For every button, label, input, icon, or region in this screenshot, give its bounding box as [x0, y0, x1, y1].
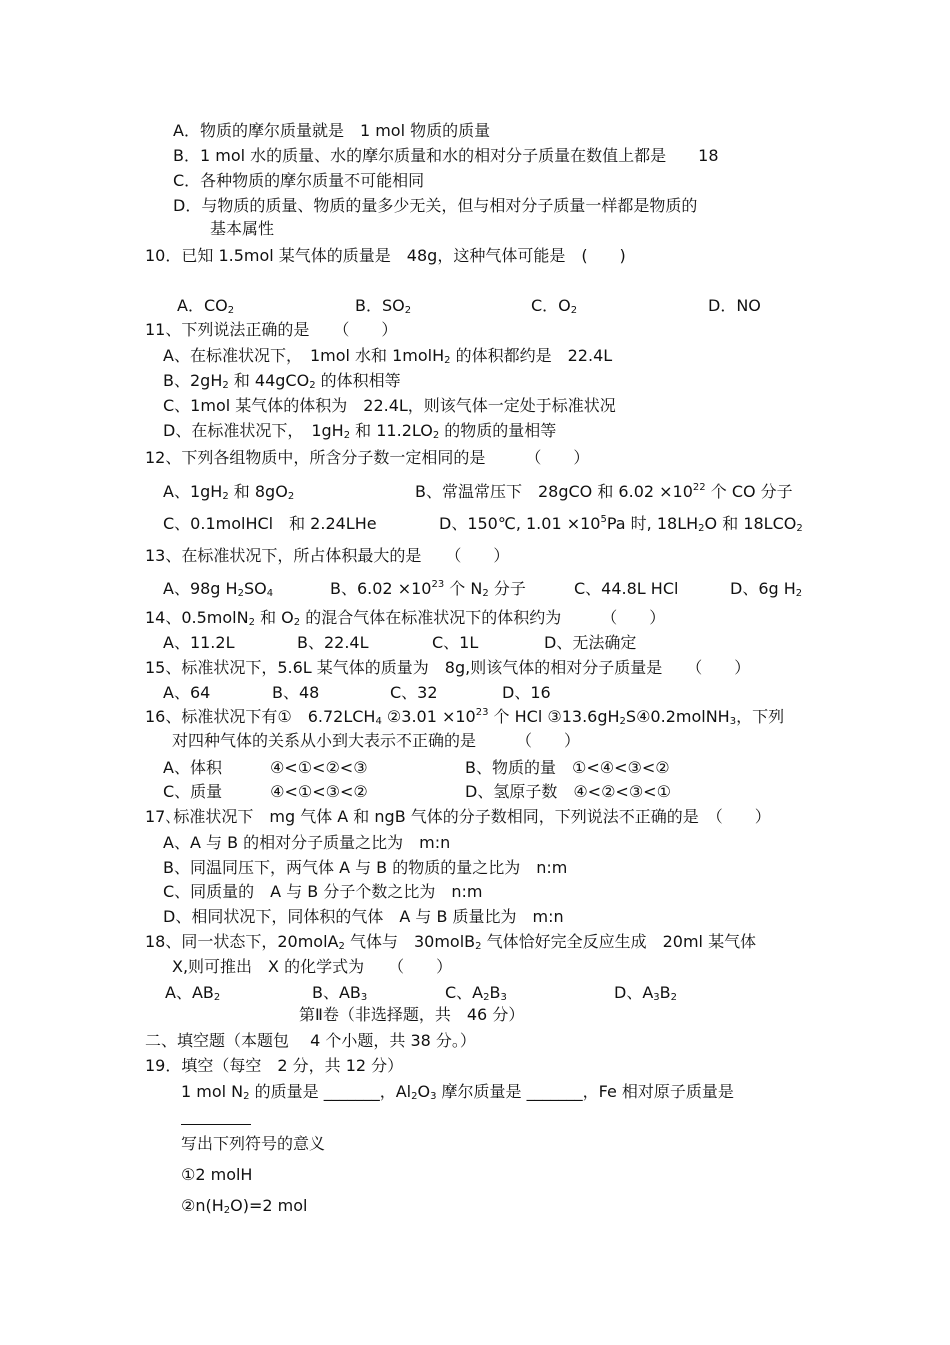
q12-option-b: B、常温常压下 28gCO 和 $6.02 \times 10^{22}$ 个 CO 分子: [415, 482, 793, 501]
q16-stem: 16、标准状况下有① $6.72LCH_4$ ②3.01 $\times 10^{23}$ 个 HCl $③13.6gH_2S④0.2molNH_3$，下列: [145, 707, 785, 727]
q12-option-c: C、0.1molHCl 和 2.24LHe: [163, 514, 377, 533]
q18-option-b: B、$AB_3$: [312, 983, 368, 1003]
q13-stem: 13、在标准状况下，所占体积最大的是 （ ）: [145, 546, 510, 565]
q14-option-d: D、无法确定: [544, 633, 637, 652]
q12-option-d: D、150℃, $1.01 \times 10^5Pa$ 时, $18LH_2O$ 和 $18LCO_2$: [439, 514, 803, 534]
q10-option-c: C．$O_2$: [531, 296, 578, 316]
q14-option-a: A、11.2L: [163, 633, 235, 652]
q18-stem-cont: X,则可推出 X 的化学式为 （ ）: [172, 957, 453, 976]
q16-option-a: A、体积 ④<①<②<③: [163, 758, 368, 777]
q17-stem: 17､标准状况下 mg 气体 A 和 ngB 气体的分子数相同，下列说法不正确的是 （ ）: [145, 807, 771, 826]
section-heading: 二、填空题（本题包 4 个小题，共 38 分。）: [145, 1031, 476, 1050]
q18-option-a: A、$AB_2$: [165, 983, 221, 1003]
q11-option-d: D、在标准状况下， $1gH_2$ 和 $11.2LO_2$ 的物质的量相等: [163, 421, 557, 441]
q16-option-d: D、氢原子数 ④<②<③<①: [465, 782, 671, 801]
q15-option-c: C、32: [390, 683, 438, 702]
q16-option-b: B、物质的量 ①<④<③<②: [465, 758, 670, 777]
q10-option-b: B．$SO_2$: [355, 296, 412, 316]
q10-stem: 10．已知 1.5mol 某气体的质量是 48g，这种气体可能是 ( ): [145, 246, 626, 265]
q19-line2: 写出下列符号的意义: [181, 1134, 326, 1153]
q12-stem: 12、下列各组物质中，所含分子数一定相同的是 （ ）: [145, 448, 590, 467]
q9-option-a: A．物质的摩尔质量就是 1 mol 物质的质量: [173, 121, 491, 140]
q19-line1: 1 mol $N_2$ 的质量是 _______，$Al_2O_3$ 摩尔质量是 _______，Fe 相对原子质量是: [181, 1082, 734, 1102]
q17-option-c: C、同质量的 A 与 B 分子个数之比为 n:m: [163, 882, 483, 901]
q14-stem: 14、0.5molN$_2$ 和 $O_2$ 的混合气体在标准状况下的体积约为 （ ）: [145, 608, 666, 628]
q9-option-b: B．1 mol 水的质量、水的摩尔质量和水的相对分子质量在数值上都是 18: [173, 146, 719, 165]
q11-stem: 11、下列说法正确的是 （ ）: [145, 320, 398, 339]
q17-option-b: B、同温同压下，两气体 A 与 B 的物质的量之比为 n:m: [163, 858, 568, 877]
q9-option-d: D．与物质的质量、物质的量多少无关，但与相对分子质量一样都是物质的: [173, 196, 698, 215]
q15-option-d: D、16: [502, 683, 551, 702]
q19-stem: 19．填空（每空 2 分，共 12 分）: [145, 1056, 404, 1075]
q11-option-a: A、在标准状况下， 1mol 水和 1molH$_2$ 的体积都约是 22.4L: [163, 346, 613, 366]
q19-item1: ①2 molH: [181, 1165, 253, 1184]
q17-option-d: D、相同状况下，同体积的气体 A 与 B 质量比为 m:n: [163, 907, 564, 926]
q17-option-a: A、A 与 B 的相对分子质量之比为 m:n: [163, 833, 451, 852]
q16-option-c: C、质量 ④<①<③<②: [163, 782, 368, 801]
q14-option-b: B、22.4L: [297, 633, 369, 652]
q19-item2: $②n(H_2O)=2$ mol: [181, 1196, 308, 1216]
q18-option-d: D、$A_3B_2$: [614, 983, 678, 1003]
q13-option-b: B、$6.02 \times 10^{23}$ 个 $N_2$ 分子: [330, 579, 526, 599]
part2-title: 第Ⅱ卷（非选择题，共 46 分）: [299, 1005, 525, 1024]
q14-option-c: C、1L: [432, 633, 479, 652]
q13-option-a: A、98g $H_2SO_4$: [163, 579, 274, 599]
q18-option-c: C、$A_2B_3$: [445, 983, 507, 1003]
q10-option-a: A．$CO_2$: [177, 296, 235, 316]
q15-stem: 15、标准状况下，5.6L 某气体的质量为 8g,则该气体的相对分子质量是 （ ）: [145, 658, 751, 677]
q16-stem-cont: 对四种气体的关系从小到大表示不正确的是 （ ）: [172, 731, 581, 750]
q13-option-d: D、6g $H_2$: [730, 579, 803, 599]
answer-blank: [181, 1124, 251, 1125]
q13-option-c: C、44.8L HCl: [574, 579, 679, 598]
q18-stem: 18、同一状态下，20molA$_2$ 气体与 30molB$_2$ 气体恰好完全反应生成 20ml 某气体: [145, 932, 757, 952]
q15-option-a: A、64: [163, 683, 211, 702]
q11-option-c: C、1mol 某气体的体积为 22.4L，则该气体一定处于标准状况: [163, 396, 616, 415]
q15-option-b: B、48: [272, 683, 320, 702]
q11-option-b: B、$2gH_2$ 和 44gCO$_2$ 的体积相等: [163, 371, 401, 391]
q9-option-c: C．各种物质的摩尔质量不可能相同: [173, 171, 425, 190]
q9-option-d-cont: 基本属性: [210, 219, 275, 238]
q12-option-a: A、$1gH_2$ 和 $8gO_2$: [163, 482, 295, 502]
q10-option-d: D．NO: [708, 296, 761, 315]
